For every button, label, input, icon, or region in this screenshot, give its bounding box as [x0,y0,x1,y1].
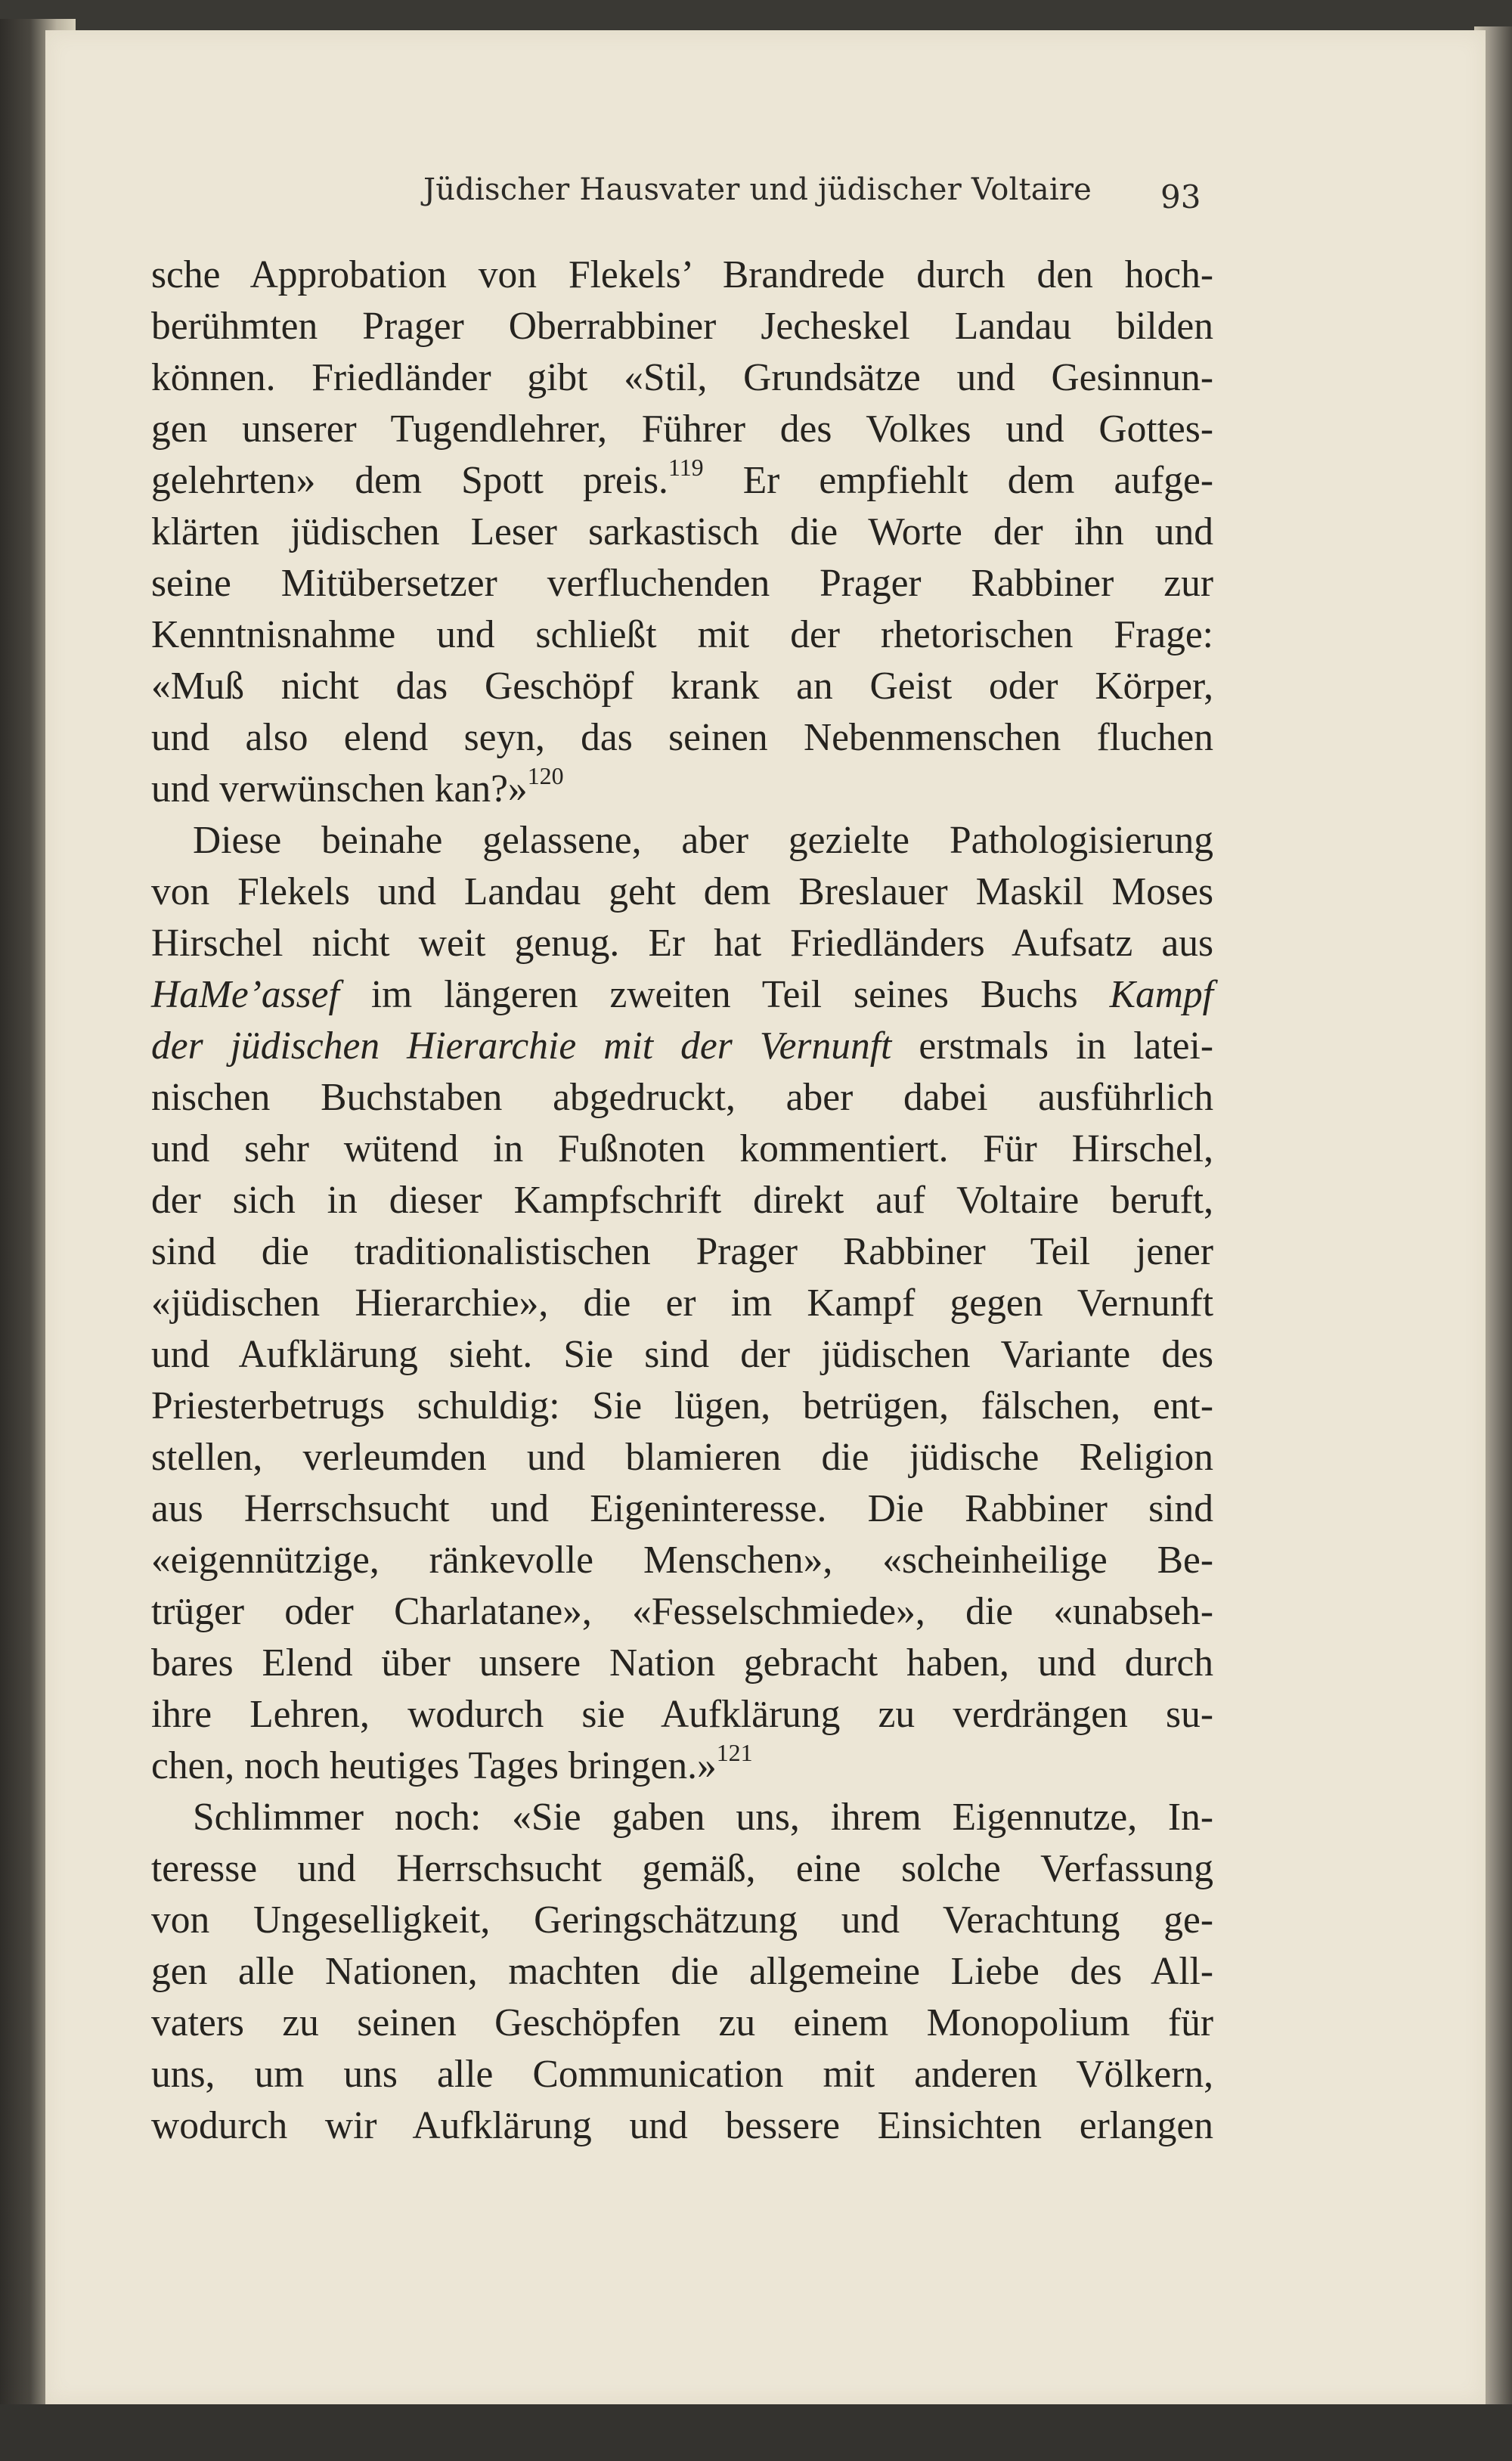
text-line: der sich in dieser Kampfschrift direkt auf Voltaire beruft, [151,1179,1213,1222]
text-line: Kenntnisnahme und schließt mit der rhetorischen Frage: [151,613,1213,656]
text-line: gelehrten» dem Spott preis.$^{119}$ Er empfiehlt dem aufge- [151,454,1214,502]
page-number: 93 [1160,178,1201,215]
text-line: Priesterbetrugs schuldig: Sie lügen, betrügen, fälschen, ent- [151,1384,1213,1427]
text-line: vaters zu seinen Geschöpfen zu einem Monopolium für [151,2001,1213,2044]
text-line: nischen Buchstaben abgedruckt, aber dabei ausführlich [151,1076,1213,1119]
text-line: uns, um uns alle Communication mit anderen Völkern, [151,2053,1213,2096]
italic-title: HaMe’assef [151,973,339,1016]
text-line: seine Mitübersetzer verfluchenden Prager Rabbiner zur [151,562,1213,605]
text-line: von Ungeselligkeit, Geringschätzung und Verachtung ge- [151,1898,1213,1942]
text-line: gen unserer Tugendlehrer, Führer des Volkes und Gottes- [151,408,1213,451]
text-line: HaMe’assef im längeren zweiten Teil seines Buchs Kampf [151,973,1213,1016]
text-line: sind die traditionalistischen Prager Rabbiner Teil jener [151,1230,1213,1273]
text-line: bares Elend über unsere Nation gebracht haben, und durch [151,1641,1213,1685]
text-line: teresse und Herrschsucht gemäß, eine solche Verfassung [151,1847,1213,1890]
footnote-ref-120: 120 [527,763,564,790]
text-line: chen, noch heutiges Tages bringen.»$^{121}$ [151,1740,753,1787]
footnote-ref-121: 121 [716,1740,753,1767]
text-line: berühmten Prager Oberrabbiner Jecheskel Landau bilden [151,305,1213,348]
text-line: trüger oder Charlatane», «Fesselschmiede», die «unabseh- [151,1590,1213,1633]
paragraph-start-line: Schlimmer noch: «Sie gaben uns, ihrem Eigennutze, In- [193,1796,1213,1839]
text-line: «eigennützige, ränkevolle Menschen», «scheinheilige Be- [151,1539,1213,1582]
scan-bottom-margin [0,2404,1512,2461]
text-line: stellen, verleumden und blamieren die jüdische Religion [151,1436,1213,1479]
text-line: und Aufklärung sieht. Sie sind der jüdischen Variante des [151,1333,1213,1376]
text-line: wodurch wir Aufklärung und bessere Einsichten erlangen [151,2104,1213,2147]
italic-title: Kampf [1109,973,1213,1016]
text-line: klärten jüdischen Leser sarkastisch die Worte der ihn und [151,510,1213,553]
text-line: «jüdischen Hierarchie», die er im Kampf gegen Vernunft [151,1282,1213,1325]
text-line: sche Approbation von Flekels’ Brandrede durch den hoch- [151,253,1213,296]
italic-title: der jüdischen Hierarchie mit der Vernunft [151,1024,892,1068]
text-line: und verwünschen kan?»$^{120}$ [151,763,564,811]
text-line: ihre Lehren, wodurch sie Aufklärung zu verdrängen su- [151,1693,1213,1736]
text-line: und sehr wütend in Fußnoten kommentiert. Für Hirschel, [151,1127,1213,1170]
paragraph-start-line: Diese beinahe gelassene, aber gezielte Pathologisierung [193,819,1213,862]
text-line: und also elend seyn, das seinen Nebenmenschen fluchen [151,716,1213,759]
footnote-ref-119: 119 [668,454,704,482]
text-line: der jüdischen Hierarchie mit der Vernunft erstmals in latei- [151,1024,1213,1068]
text-line: können. Friedländer gibt «Stil, Grundsätze und Gesinnun- [151,356,1213,399]
text-line: aus Herrschsucht und Eigeninteresse. Die Rabbiner sind [151,1487,1213,1530]
text-line: von Flekels und Landau geht dem Breslauer Maskil Moses [151,870,1213,913]
text-line: gen alle Nationen, machten die allgemeine Liebe des All- [151,1950,1213,1993]
text-line: Hirschel nicht weit genug. Er hat Friedländers Aufsatz aus [151,922,1213,965]
body-text [151,250,1213,2152]
text-line: «Muß nicht das Geschöpf krank an Geist oder Körper, [151,665,1213,708]
running-head: Jüdischer Hausvater und jüdischer Voltaire [423,172,1092,207]
